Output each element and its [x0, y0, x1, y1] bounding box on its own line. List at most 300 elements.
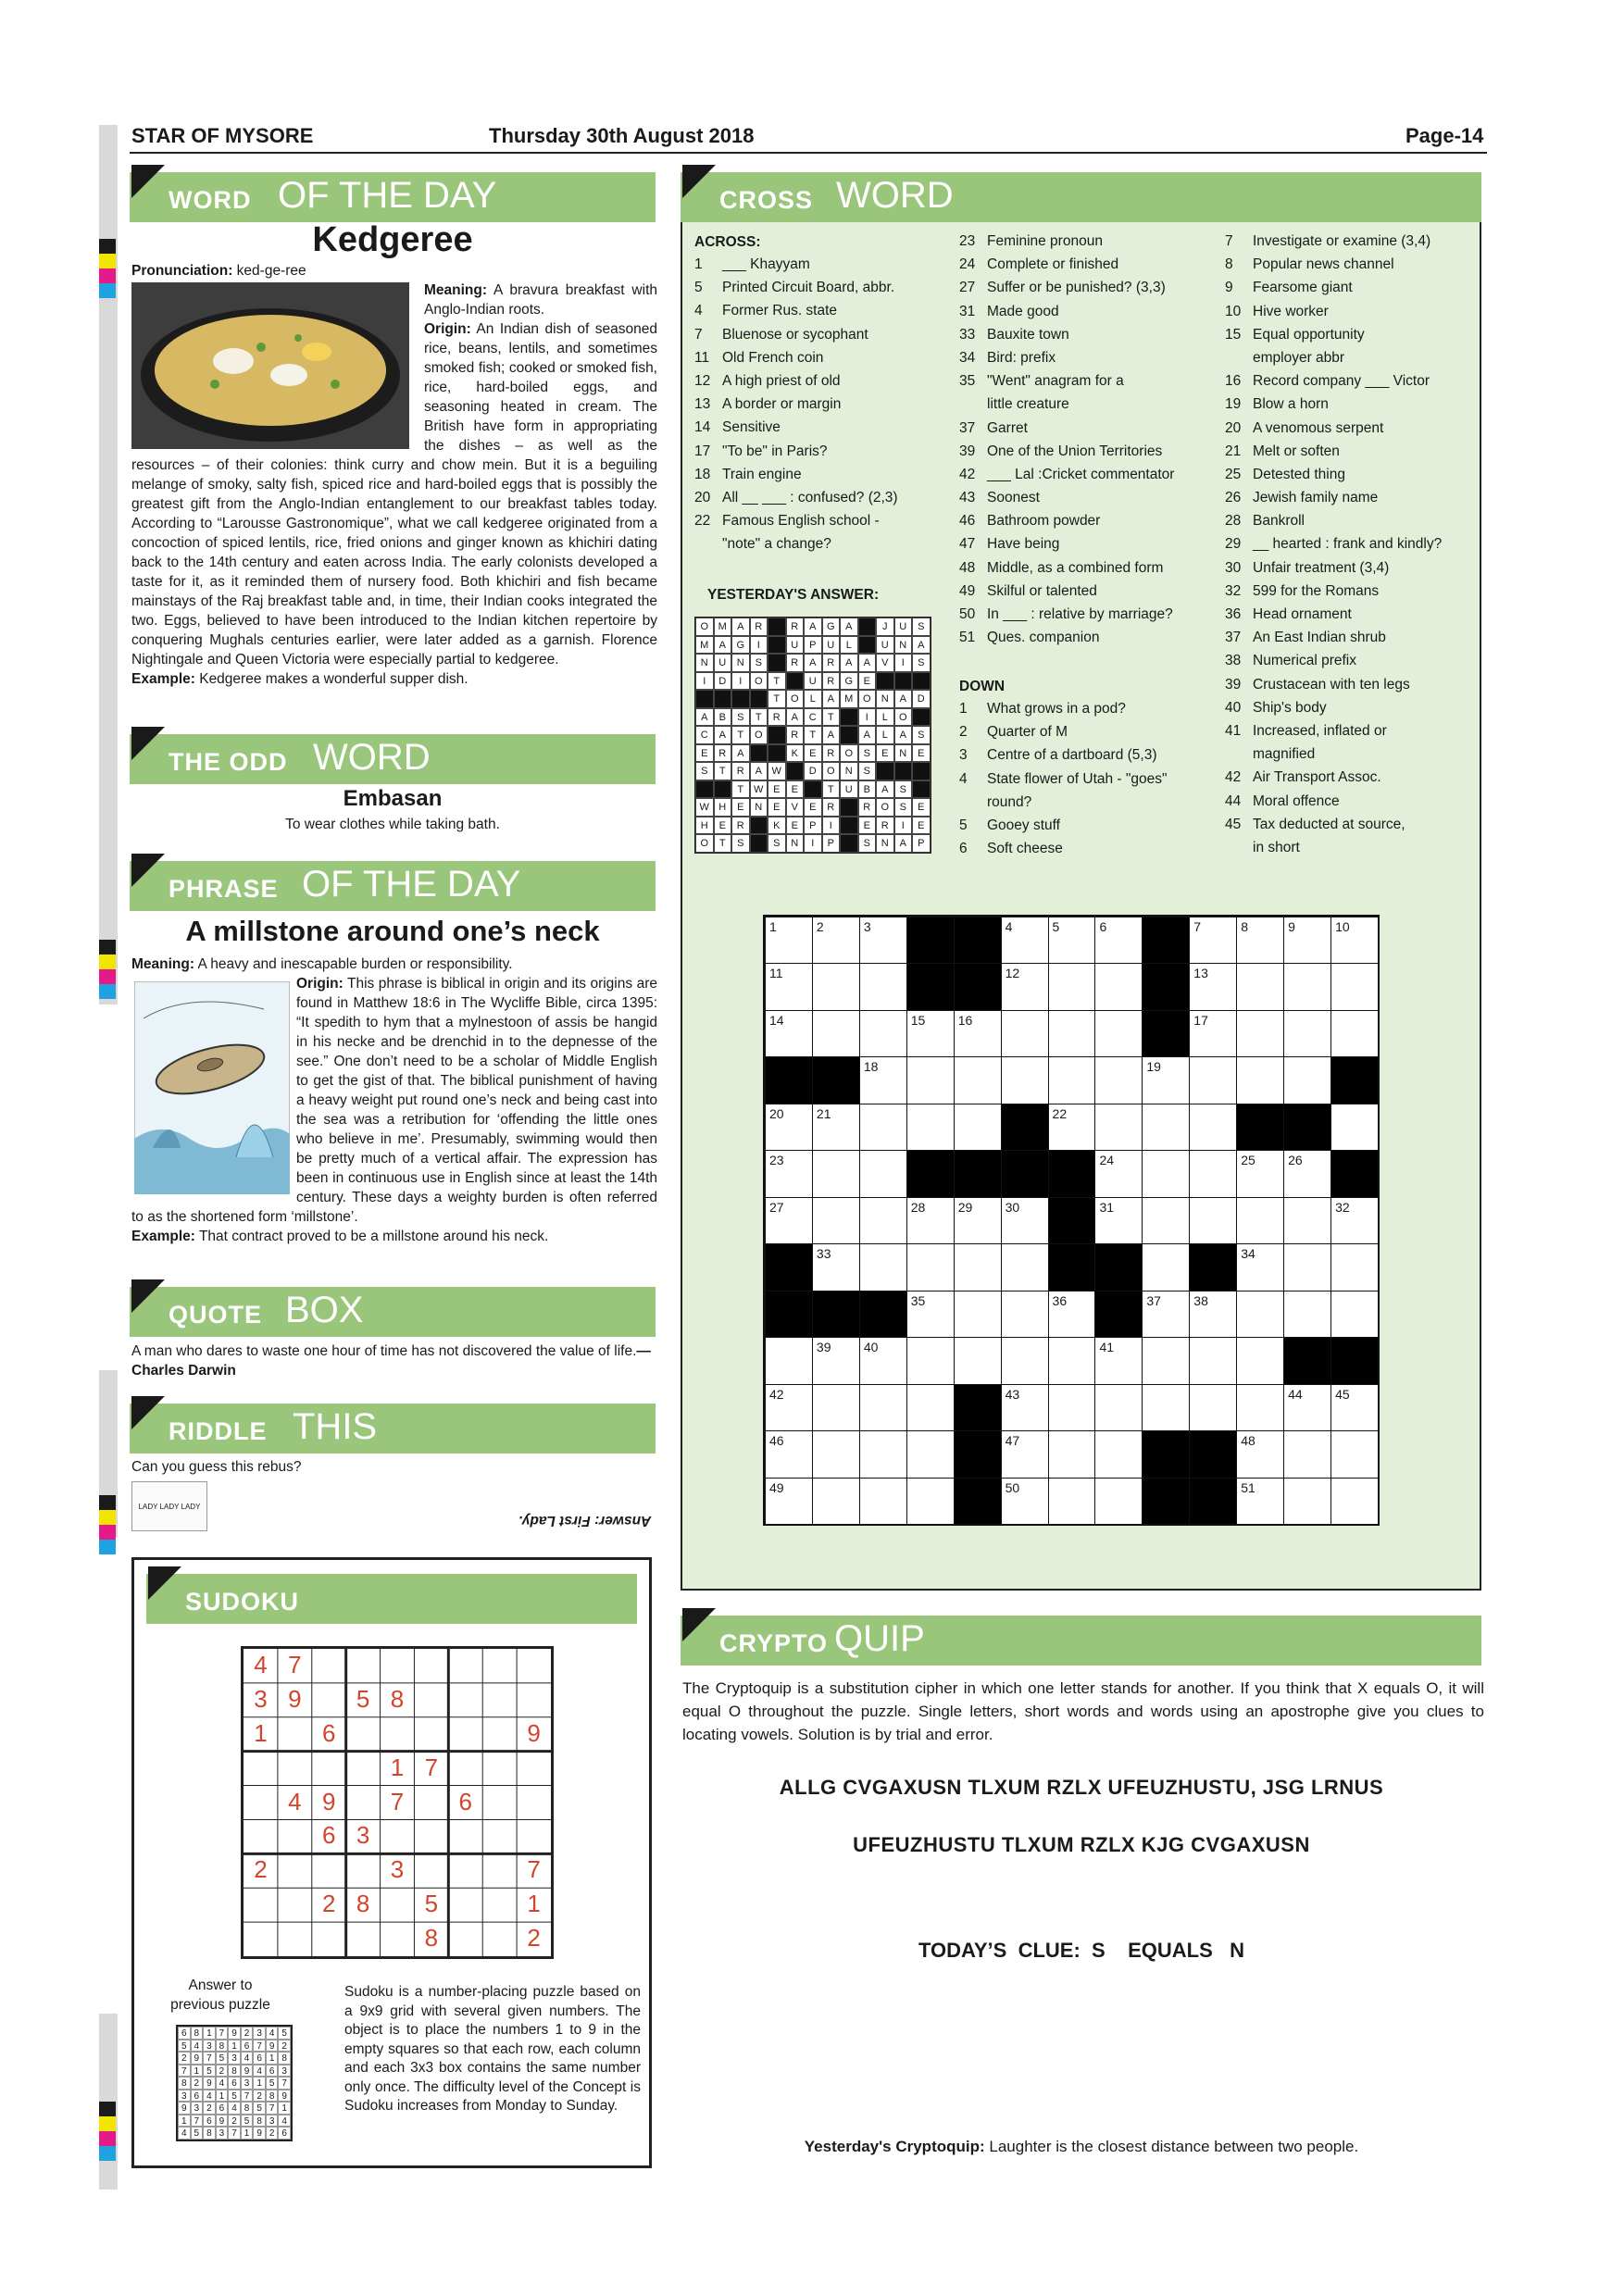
- crossword-cell[interactable]: [859, 1150, 907, 1197]
- sudoku-cell[interactable]: 3: [390, 1855, 405, 1884]
- registration-swatch: [99, 2102, 116, 2116]
- answer-cell: R: [822, 744, 841, 763]
- answer-cell: L: [876, 708, 894, 727]
- crossword-cell[interactable]: [812, 963, 860, 1010]
- crossword-block: [1142, 1478, 1190, 1525]
- answer-cell: M: [840, 690, 858, 708]
- prev-sudoku-cell: 3: [178, 2090, 191, 2103]
- clue-row: [694, 299, 954, 322]
- crossword-cell[interactable]: [954, 1291, 1002, 1338]
- crossword-cell[interactable]: [859, 1384, 907, 1431]
- crossword-cell[interactable]: [1330, 1243, 1379, 1291]
- prev-sudoku-cell: 1: [278, 2102, 291, 2115]
- sudoku-cell[interactable]: 7: [527, 1855, 541, 1884]
- crossword-cell[interactable]: [812, 1197, 860, 1244]
- crossword-cell[interactable]: [906, 1104, 955, 1151]
- clue-number: 31: [959, 303, 976, 319]
- answer-cell: R: [786, 654, 805, 672]
- answer-cell: P: [804, 636, 822, 655]
- crossword-cell[interactable]: [1283, 1197, 1331, 1244]
- sudoku-cell[interactable]: 6: [321, 1718, 336, 1747]
- crossword-block: [1048, 1150, 1096, 1197]
- crossword-cell[interactable]: [859, 963, 907, 1010]
- crossword-cell[interactable]: [1283, 917, 1331, 964]
- clue-text: Centre of a dartboard (5,3): [987, 747, 1157, 764]
- crossword-cell[interactable]: [1189, 1384, 1237, 1431]
- clue-number: 47: [959, 536, 976, 553]
- prev-sudoku-cell: 8: [266, 2090, 279, 2103]
- crossword-cell[interactable]: [812, 1430, 860, 1478]
- cell-number: 7: [1193, 919, 1202, 934]
- crossword-cell[interactable]: [954, 1197, 1002, 1244]
- crossword-cell[interactable]: [1142, 1056, 1190, 1104]
- answer-cell: T: [768, 690, 786, 708]
- cell-number: 10: [1335, 919, 1350, 934]
- crossword-cell[interactable]: [1094, 1104, 1143, 1151]
- crossword-cell[interactable]: [1236, 917, 1284, 964]
- answer-cell: R: [786, 618, 805, 636]
- clue-text: little creature: [987, 396, 1069, 413]
- answer-cell: R: [876, 817, 894, 835]
- cryptoquip-intro: The Cryptoquip is a substitution cipher in which one letter stands for another. If you think that X equals O, it will equal O throughout the puzzle. Single letters, short words and words using an apostrophe give you clues to locating vowels. Solution is by trial and error.: [682, 1679, 1484, 1743]
- crossword-cell[interactable]: [906, 1430, 955, 1478]
- crossword-cell[interactable]: [954, 1010, 1002, 1057]
- clue-row: [1225, 649, 1493, 672]
- sudoku-cell[interactable]: 9: [527, 1718, 541, 1747]
- crossword-cell[interactable]: [1330, 963, 1379, 1010]
- crossword-block: [954, 963, 1002, 1010]
- sudoku-cell[interactable]: 6: [321, 1821, 336, 1850]
- cell-number: 50: [1005, 1479, 1020, 1495]
- paper-name: STAR OF MYSORE: [131, 124, 314, 147]
- crossword-block: [1048, 1243, 1096, 1291]
- crossword-cell[interactable]: [1189, 917, 1237, 964]
- crossword-cell[interactable]: [1001, 917, 1049, 964]
- answer-cell: U: [804, 672, 822, 691]
- crossword-cell[interactable]: [906, 1243, 955, 1291]
- crossword-block: [812, 1056, 860, 1104]
- crossword-cell[interactable]: [859, 1197, 907, 1244]
- clue-text: Garret: [987, 419, 1028, 436]
- crossword-cell[interactable]: [1094, 1056, 1143, 1104]
- cell-number: 2: [816, 919, 824, 934]
- answer-cell: R: [750, 618, 768, 636]
- crossword-cell[interactable]: [1142, 1150, 1190, 1197]
- crossword-cell[interactable]: [1283, 963, 1331, 1010]
- clue-text: Unfair treatment (3,4): [1253, 559, 1390, 576]
- sudoku-cell[interactable]: 2: [254, 1855, 268, 1884]
- crossword-cell[interactable]: [859, 1010, 907, 1057]
- crossword-cell[interactable]: [1094, 1478, 1143, 1525]
- crossword-cell[interactable]: [1283, 1243, 1331, 1291]
- cell-number: 35: [910, 1292, 926, 1308]
- registration-swatch: [99, 254, 116, 268]
- crossword-cell[interactable]: [954, 1337, 1002, 1384]
- clue-row: [959, 276, 1218, 299]
- sudoku-cell[interactable]: 7: [424, 1753, 439, 1781]
- clue-row: [959, 486, 1218, 509]
- clue-row: [1225, 253, 1493, 276]
- crossword-cell[interactable]: [1048, 1010, 1096, 1057]
- page-number: Page-14: [1405, 124, 1484, 147]
- answer-cell: H: [714, 798, 732, 817]
- clue-text: Train engine: [722, 466, 802, 482]
- down-clues-col2: [1225, 230, 1493, 859]
- cell-number: 51: [1241, 1479, 1255, 1495]
- sudoku-cell[interactable]: 1: [254, 1718, 268, 1747]
- clue-text: Old French coin: [722, 349, 824, 366]
- crossword-cell[interactable]: [1236, 1056, 1284, 1104]
- crossword-cell[interactable]: [859, 917, 907, 964]
- cell-number: 40: [863, 1340, 879, 1355]
- crossword-block: [812, 1291, 860, 1338]
- answer-cell: U: [786, 636, 805, 655]
- clue-number: 17: [694, 443, 711, 459]
- prev-sudoku-cell: 3: [241, 2077, 254, 2090]
- crossword-cell[interactable]: [1094, 1430, 1143, 1478]
- crossword-cell[interactable]: [1330, 1478, 1379, 1525]
- crossword-cell[interactable]: [1048, 1384, 1096, 1431]
- sudoku-cell[interactable]: 3: [356, 1821, 370, 1850]
- clue-number: 16: [1225, 373, 1242, 390]
- answer-cell: [858, 618, 877, 636]
- crossword-cell[interactable]: [1142, 1243, 1190, 1291]
- crossword-cell[interactable]: [812, 1337, 860, 1384]
- answer-cell: A: [894, 726, 913, 744]
- answer-cell: [840, 817, 858, 835]
- crossword-cell[interactable]: [1001, 1291, 1049, 1338]
- crossword-cell[interactable]: [1236, 1243, 1284, 1291]
- crossword-cell[interactable]: [906, 1291, 955, 1338]
- cell-number: 31: [1099, 1199, 1115, 1215]
- crossword-cell[interactable]: [1048, 1291, 1096, 1338]
- clue-text: Equal opportunity: [1253, 326, 1365, 343]
- clue-row: [1225, 440, 1493, 463]
- answer-cell: [786, 672, 805, 691]
- answer-cell: I: [858, 708, 877, 727]
- sudoku-cell[interactable]: 6: [458, 1787, 472, 1816]
- answer-cell: [695, 780, 714, 799]
- crossword-block: [765, 1243, 813, 1291]
- prev-sudoku-cell: 8: [178, 2077, 191, 2090]
- sudoku-cell[interactable]: 2: [527, 1924, 541, 1953]
- crossword-cell[interactable]: [1001, 1478, 1049, 1525]
- answer-cell: E: [876, 744, 894, 763]
- crossword-cell[interactable]: [1094, 963, 1143, 1010]
- cell-number: 32: [1335, 1199, 1350, 1215]
- crossword-cell[interactable]: [1283, 1430, 1331, 1478]
- sudoku-cell[interactable]: 7: [390, 1787, 405, 1816]
- crossword-header: CROSS WORD: [681, 172, 1481, 222]
- across-clues-col1: [694, 253, 954, 555]
- answer-cell: I: [894, 654, 913, 672]
- answer-cell: N: [876, 834, 894, 853]
- crossword-block: [1189, 1243, 1237, 1291]
- crossword-cell[interactable]: [1236, 1010, 1284, 1057]
- crossword-cell[interactable]: [1048, 1430, 1096, 1478]
- crossword-cell[interactable]: [954, 1243, 1002, 1291]
- answer-cell: S: [858, 744, 877, 763]
- clue-text: Soonest: [987, 490, 1040, 506]
- clue-row: [959, 837, 1218, 860]
- sudoku-cell[interactable]: 9: [321, 1787, 336, 1816]
- crossword-cell[interactable]: [1048, 1056, 1096, 1104]
- prev-sudoku-cell: 4: [278, 2115, 291, 2128]
- crossword-cell[interactable]: [765, 1430, 813, 1478]
- crossword-cell[interactable]: [1330, 1197, 1379, 1244]
- word-of-day-header: WORD OF THE DAY: [130, 172, 656, 222]
- answer-cell: [768, 618, 786, 636]
- crossword-cell[interactable]: [1189, 1010, 1237, 1057]
- clue-text: Moral offence: [1253, 792, 1340, 809]
- crossword-cell[interactable]: [1189, 963, 1237, 1010]
- clue-number: 44: [1225, 792, 1242, 809]
- crossword-cell[interactable]: [1001, 1243, 1049, 1291]
- crossword-cell[interactable]: [1048, 1478, 1096, 1525]
- crossword-cell[interactable]: [1330, 1384, 1379, 1431]
- crossword-cell[interactable]: [906, 1197, 955, 1244]
- crossword-cell[interactable]: [1236, 1337, 1284, 1384]
- crossword-cell[interactable]: [765, 1104, 813, 1151]
- crossword-cell[interactable]: [906, 1337, 955, 1384]
- prev-sudoku-cell: 3: [228, 2052, 241, 2065]
- crossword-cell[interactable]: [1189, 1150, 1237, 1197]
- prev-sudoku-cell: 9: [228, 2027, 241, 2040]
- crossword-cell[interactable]: [906, 1384, 955, 1431]
- crossword-cell[interactable]: [765, 1384, 813, 1431]
- crossword-cell[interactable]: [765, 1150, 813, 1197]
- clue-row: [1225, 509, 1493, 532]
- clue-row: [1225, 230, 1493, 253]
- answer-cell: E: [804, 744, 822, 763]
- clue-text: "To be" in Paris?: [722, 443, 828, 459]
- answer-cell: R: [714, 744, 732, 763]
- crossword-cell[interactable]: [1048, 963, 1096, 1010]
- crossword-grid: [763, 915, 1380, 1526]
- crossword-cell[interactable]: [1001, 963, 1049, 1010]
- answer-cell: A: [804, 654, 822, 672]
- answer-cell: N: [786, 834, 805, 853]
- sudoku-cell[interactable]: 5: [356, 1684, 370, 1713]
- crossword-cell[interactable]: [859, 1243, 907, 1291]
- answer-cell: [912, 708, 931, 727]
- crossword-cell[interactable]: [1189, 1291, 1237, 1338]
- crossword-cell[interactable]: [1094, 917, 1143, 964]
- crossword-cell[interactable]: [765, 963, 813, 1010]
- crossword-cell[interactable]: [1001, 1056, 1049, 1104]
- sudoku-cell[interactable]: 3: [254, 1684, 268, 1713]
- prev-sudoku-cell: 2: [266, 2127, 279, 2140]
- crossword-cell[interactable]: [765, 1010, 813, 1057]
- cell-number: 6: [1099, 919, 1107, 934]
- sudoku-cell[interactable]: 5: [424, 1890, 439, 1918]
- clue-row: [959, 556, 1218, 580]
- crossword-cell[interactable]: [1189, 1104, 1237, 1151]
- crossword-cell[interactable]: [906, 1056, 955, 1104]
- answer-cell: [840, 798, 858, 817]
- crossword-cell[interactable]: [1142, 1197, 1190, 1244]
- prev-sudoku-cell: 5: [216, 2052, 229, 2065]
- answer-cell: [894, 762, 913, 780]
- clue-text: ___ Lal :Cricket commentator: [987, 466, 1175, 482]
- sudoku-cell[interactable]: 7: [288, 1651, 302, 1678]
- crossword-cell[interactable]: [1001, 1430, 1049, 1478]
- prev-sudoku-cell: 3: [278, 2065, 291, 2078]
- crossword-cell[interactable]: [1283, 1010, 1331, 1057]
- sudoku-header: SUDOKU: [146, 1574, 637, 1624]
- crossword-cell[interactable]: [1142, 1337, 1190, 1384]
- prev-sudoku-cell: 4: [241, 2052, 254, 2065]
- clue-row: [694, 253, 954, 276]
- clue-number: 7: [1225, 233, 1233, 249]
- registration-swatch: [99, 1495, 116, 1510]
- crossword-cell[interactable]: [1330, 1010, 1379, 1057]
- crossword-cell[interactable]: [906, 1010, 955, 1057]
- clue-row: [694, 532, 954, 555]
- prev-sudoku-cell: 7: [253, 2040, 266, 2053]
- sudoku-cell[interactable]: 1: [527, 1890, 541, 1918]
- crossword-cell[interactable]: [1001, 1197, 1049, 1244]
- clue-number: 20: [694, 489, 711, 505]
- answer-cell: E: [714, 817, 732, 835]
- down-label: DOWN: [959, 679, 1006, 694]
- crossword-cell[interactable]: [1048, 917, 1096, 964]
- clue-text: Bluenose or sycophant: [722, 326, 868, 343]
- crossword-cell[interactable]: [859, 1056, 907, 1104]
- crossword-cell[interactable]: [954, 1056, 1002, 1104]
- crossword-cell[interactable]: [765, 1478, 813, 1525]
- clue-number: 40: [1225, 699, 1242, 716]
- answer-cell: [731, 690, 750, 708]
- crossword-cell[interactable]: [1094, 1150, 1143, 1197]
- answer-cell: R: [786, 726, 805, 744]
- crossword-cell[interactable]: [812, 1010, 860, 1057]
- sudoku-cell[interactable]: 8: [390, 1684, 405, 1713]
- crossword-cell[interactable]: [906, 1478, 955, 1525]
- crossword-block: [906, 1150, 955, 1197]
- crossword-cell[interactable]: [1330, 1430, 1379, 1478]
- crossword-cell[interactable]: [1094, 1337, 1143, 1384]
- clue-number: 42: [1225, 769, 1242, 786]
- clue-number: 9: [1225, 280, 1233, 296]
- cryptoquip-header: CRYPTO QUIP: [681, 1616, 1481, 1666]
- crossword-cell[interactable]: [954, 1104, 1002, 1151]
- cell-number: 49: [769, 1479, 784, 1495]
- answer-cell: W: [750, 780, 768, 799]
- crossword-cell[interactable]: [1048, 1104, 1096, 1151]
- crossword-cell[interactable]: [859, 1104, 907, 1151]
- answer-cell: U: [822, 636, 841, 655]
- answer-cell: E: [858, 672, 877, 691]
- clue-row: [959, 767, 1218, 791]
- crossword-cell[interactable]: [1236, 1197, 1284, 1244]
- answer-cell: K: [768, 817, 786, 835]
- crossword-cell[interactable]: [812, 1384, 860, 1431]
- clue-text: Detested thing: [1253, 466, 1345, 482]
- crossword-cell[interactable]: [1330, 917, 1379, 964]
- answer-cell: N: [695, 654, 714, 672]
- crossword-cell[interactable]: [1283, 1056, 1331, 1104]
- crossword-cell[interactable]: [859, 1337, 907, 1384]
- prev-sudoku-cell: 7: [203, 2052, 216, 2065]
- crossword-cell[interactable]: [1236, 1384, 1284, 1431]
- answer-cell: B: [714, 708, 732, 727]
- crossword-cell[interactable]: [1330, 1291, 1379, 1338]
- crossword-cell[interactable]: [1283, 1478, 1331, 1525]
- sudoku-cell[interactable]: 1: [390, 1753, 405, 1781]
- crossword-cell[interactable]: [859, 1430, 907, 1478]
- crossword-cell[interactable]: [1236, 1291, 1284, 1338]
- crossword-cell[interactable]: [1236, 963, 1284, 1010]
- crossword-block: [954, 1150, 1002, 1197]
- cryptoquip-line-2: UFEUZHUSTU TLXUM RZLX KJG CVGAXUSN: [853, 1833, 1310, 1856]
- cell-number: 29: [957, 1199, 973, 1215]
- sudoku-cell[interactable]: 8: [356, 1890, 370, 1918]
- clue-row: [959, 791, 1218, 814]
- crossword-cell[interactable]: [1142, 1104, 1190, 1151]
- crossword-block: [1283, 1337, 1331, 1384]
- crossword-cell[interactable]: [1283, 1384, 1331, 1431]
- sudoku-cell[interactable]: 4: [254, 1651, 268, 1678]
- crossword-cell[interactable]: [1142, 1291, 1190, 1338]
- crossword-cell[interactable]: [1001, 1010, 1049, 1057]
- answer-cell: T: [822, 708, 841, 727]
- clue-number: 46: [959, 513, 976, 530]
- clue-row: [1225, 836, 1493, 859]
- clue-text: An East Indian shrub: [1253, 630, 1386, 646]
- crossword-cell[interactable]: [1189, 1337, 1237, 1384]
- crossword-cell[interactable]: [812, 1243, 860, 1291]
- crossword-cell[interactable]: [812, 1104, 860, 1151]
- crossword-cell[interactable]: [1283, 1150, 1331, 1197]
- crossword-cell[interactable]: [1236, 1430, 1284, 1478]
- crossword-cell[interactable]: [1001, 1384, 1049, 1431]
- sudoku-cell[interactable]: 2: [321, 1890, 336, 1918]
- clue-text: Bathroom powder: [987, 513, 1101, 530]
- clue-text: __ hearted : frank and kindly?: [1253, 536, 1443, 553]
- crossword-cell[interactable]: [765, 917, 813, 964]
- clue-text: Printed Circuit Board, abbr.: [722, 280, 895, 296]
- crossword-cell[interactable]: [1189, 1197, 1237, 1244]
- clue-text: Crustacean with ten legs: [1253, 676, 1410, 693]
- crossword-cell[interactable]: [765, 1337, 813, 1384]
- crossword-cell[interactable]: [1236, 1478, 1284, 1525]
- crossword-cell[interactable]: [1330, 1104, 1379, 1151]
- crossword-cell[interactable]: [1094, 1010, 1143, 1057]
- crossword-cell[interactable]: [812, 1150, 860, 1197]
- crossword-cell[interactable]: [812, 917, 860, 964]
- crossword-cell[interactable]: [1048, 1337, 1096, 1384]
- crossword-cell[interactable]: [1142, 1384, 1190, 1431]
- crossword-cell[interactable]: [1283, 1291, 1331, 1338]
- crossword-cell[interactable]: [1094, 1384, 1143, 1431]
- sudoku-cell[interactable]: 8: [424, 1924, 439, 1953]
- sudoku-cell[interactable]: 9: [288, 1684, 302, 1713]
- clue-text: "Went" anagram for a: [987, 373, 1124, 390]
- clue-number: 45: [1225, 816, 1242, 832]
- crossword-cell[interactable]: [859, 1478, 907, 1525]
- crossword-cell[interactable]: [1189, 1056, 1237, 1104]
- clue-text: A venomous serpent: [1253, 419, 1384, 436]
- crossword-cell[interactable]: [1236, 1150, 1284, 1197]
- crossword-cell[interactable]: [812, 1478, 860, 1525]
- crossword-cell[interactable]: [1094, 1197, 1143, 1244]
- crossword-cell[interactable]: [1001, 1337, 1049, 1384]
- crossword-block: [1330, 1056, 1379, 1104]
- answer-cell: J: [876, 618, 894, 636]
- sudoku-cell[interactable]: 4: [288, 1787, 302, 1816]
- crossword-cell[interactable]: [765, 1197, 813, 1244]
